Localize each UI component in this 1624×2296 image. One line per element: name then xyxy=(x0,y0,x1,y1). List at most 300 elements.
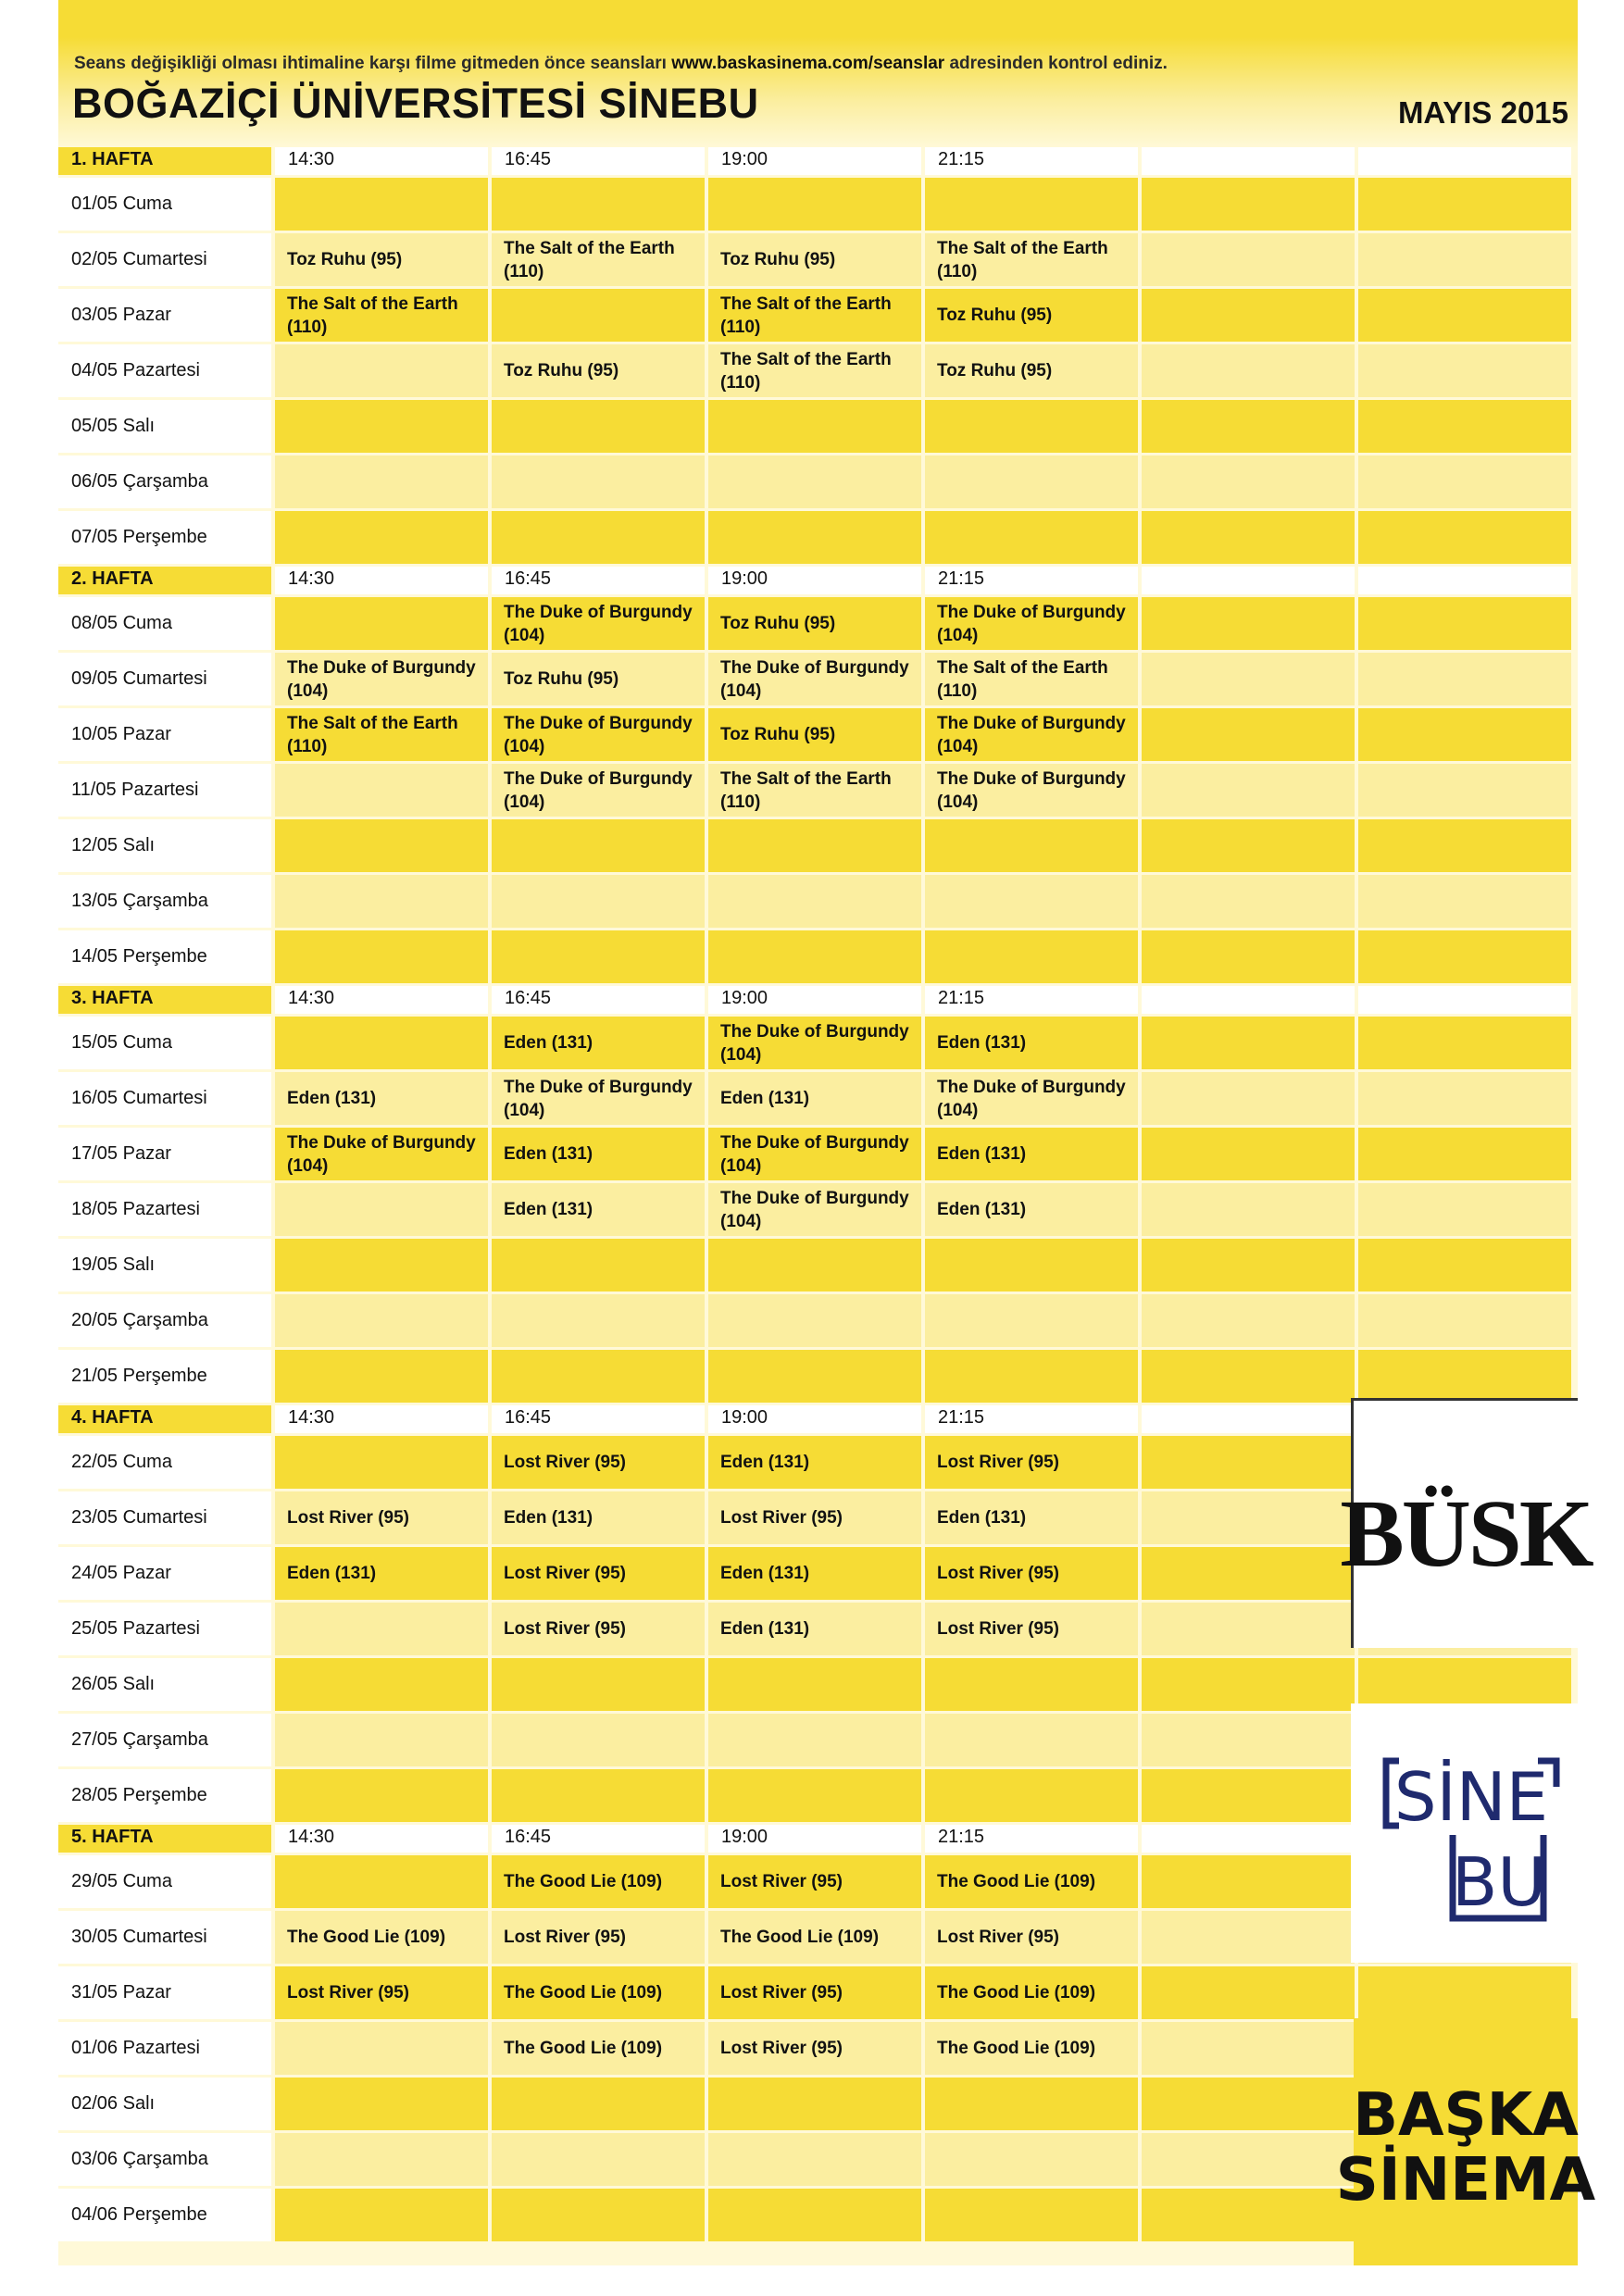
screening-cell xyxy=(925,2078,1138,2130)
screening-text: The Salt of the Earth (110) xyxy=(720,349,892,393)
screening-cell[interactable] xyxy=(275,1966,488,2019)
screening-cell[interactable] xyxy=(708,1128,921,1180)
screening-cell[interactable] xyxy=(492,1436,705,1489)
screening-cell[interactable] xyxy=(708,1017,921,1069)
screening-cell xyxy=(492,178,705,231)
screening-text: Eden (131) xyxy=(504,1144,593,1164)
screening-text: The Salt of the Earth (110) xyxy=(720,293,892,337)
time-header: 19:00 xyxy=(708,1405,921,1433)
screening-text: Eden (131) xyxy=(720,1089,810,1108)
day-row xyxy=(58,455,1578,508)
screening-text: The Duke of Burgundy (104) xyxy=(720,1188,909,1231)
screening-cell xyxy=(925,1769,1138,1822)
screening-cell xyxy=(925,1658,1138,1711)
screening-cell xyxy=(1142,1911,1355,1964)
screening-cell xyxy=(1142,400,1355,453)
screening-cell[interactable] xyxy=(708,1855,921,1908)
screening-cell xyxy=(1142,1714,1355,1766)
screening-cell xyxy=(275,2189,488,2241)
screening-cell xyxy=(492,2189,705,2241)
screening-cell xyxy=(925,1239,1138,1292)
screening-text: Lost River (95) xyxy=(504,1619,626,1639)
screening-cell xyxy=(1142,455,1355,508)
screening-cell xyxy=(1142,511,1355,564)
week-label: 3. HAFTA xyxy=(58,986,271,1014)
time-header: 21:15 xyxy=(925,1405,1138,1433)
screening-cell xyxy=(1358,1017,1571,1069)
screening-cell xyxy=(1142,1072,1355,1125)
screening-cell xyxy=(1358,764,1571,817)
time-header xyxy=(1358,567,1571,594)
day-row xyxy=(58,233,1578,286)
screening-cell[interactable] xyxy=(708,653,921,705)
baska-line2: SİNEMA xyxy=(1335,2146,1596,2215)
screening-text: Toz Ruhu (95) xyxy=(504,669,619,689)
day-row xyxy=(58,1769,1578,1822)
screening-cell xyxy=(275,1436,488,1489)
screening-cell xyxy=(492,1769,705,1822)
notice-prefix: Seans değişikliği olması ihtimaline karşı filme gitmeden önce seansları xyxy=(74,54,667,73)
time-header xyxy=(1142,147,1355,175)
screening-cell xyxy=(708,1714,921,1766)
day-label: 03/06 Çarşamba xyxy=(58,2133,271,2186)
screening-cell xyxy=(1142,1294,1355,1347)
screening-text: The Duke of Burgundy (104) xyxy=(287,657,476,701)
screening-cell xyxy=(708,930,921,983)
day-label: 15/05 Cuma xyxy=(58,1017,271,1069)
screening-cell xyxy=(1142,1183,1355,1236)
screening-cell xyxy=(492,455,705,508)
day-row xyxy=(58,653,1578,705)
screening-cell[interactable] xyxy=(925,1855,1138,1908)
screening-text: Lost River (95) xyxy=(937,1619,1059,1639)
day-row xyxy=(58,2078,1578,2130)
week-label: 1. HAFTA xyxy=(58,147,271,175)
screening-cell xyxy=(275,819,488,872)
day-label: 01/05 Cuma xyxy=(58,178,271,231)
time-header: 16:45 xyxy=(492,1825,705,1853)
screening-cell xyxy=(1142,1239,1355,1292)
screening-cell xyxy=(275,1017,488,1069)
screening-cell[interactable] xyxy=(492,2022,705,2075)
screening-cell xyxy=(1142,875,1355,928)
screening-text: Toz Ruhu (95) xyxy=(937,306,1053,325)
screening-cell[interactable] xyxy=(708,233,921,286)
screening-cell xyxy=(275,930,488,983)
screening-cell xyxy=(708,178,921,231)
time-header: 14:30 xyxy=(275,1825,488,1853)
day-label: 29/05 Cuma xyxy=(58,1855,271,1908)
screening-cell xyxy=(1358,289,1571,342)
day-label: 04/05 Pazartesi xyxy=(58,344,271,397)
screening-cell xyxy=(925,1714,1138,1766)
screening-cell[interactable] xyxy=(492,1966,705,2019)
screening-cell xyxy=(275,2022,488,2075)
screening-cell xyxy=(492,400,705,453)
day-label: 25/05 Pazartesi xyxy=(58,1603,271,1655)
screening-cell xyxy=(275,178,488,231)
time-header: 14:30 xyxy=(275,1405,488,1433)
screening-cell[interactable] xyxy=(925,289,1138,342)
day-label: 03/05 Pazar xyxy=(58,289,271,342)
screening-text: Lost River (95) xyxy=(937,1928,1059,1947)
busk-logo-text: BÜSK xyxy=(1340,1480,1592,1587)
screening-cell[interactable] xyxy=(492,1183,705,1236)
screening-text: Toz Ruhu (95) xyxy=(720,250,836,269)
day-row xyxy=(58,1183,1578,1236)
screening-cell xyxy=(708,819,921,872)
screening-text: The Salt of the Earth (110) xyxy=(937,238,1108,281)
day-label: 09/05 Cumartesi xyxy=(58,653,271,705)
screening-text: Toz Ruhu (95) xyxy=(287,250,403,269)
screening-cell xyxy=(1358,511,1571,564)
screening-text: Toz Ruhu (95) xyxy=(504,361,619,381)
screening-cell[interactable] xyxy=(275,289,488,342)
screening-text: Lost River (95) xyxy=(504,1928,626,1947)
day-label: 11/05 Pazartesi xyxy=(58,764,271,817)
week-label: 2. HAFTA xyxy=(58,567,271,594)
screening-text: The Duke of Burgundy (104) xyxy=(720,1132,909,1176)
day-row xyxy=(58,875,1578,928)
screening-cell xyxy=(275,511,488,564)
screening-cell xyxy=(925,511,1138,564)
day-label: 20/05 Çarşamba xyxy=(58,1294,271,1347)
screening-text: Eden (131) xyxy=(937,1144,1027,1164)
screening-cell xyxy=(1142,1128,1355,1180)
screening-cell xyxy=(1142,819,1355,872)
day-label: 16/05 Cumartesi xyxy=(58,1072,271,1125)
screening-cell xyxy=(1142,2078,1355,2130)
screening-cell xyxy=(1142,1491,1355,1544)
day-label: 13/05 Çarşamba xyxy=(58,875,271,928)
screening-cell xyxy=(1142,764,1355,817)
screening-cell xyxy=(708,511,921,564)
screening-cell xyxy=(708,1658,921,1711)
week-header xyxy=(58,1405,1578,1433)
sinebu-bottom-text: BU xyxy=(1451,1843,1547,1921)
screening-cell[interactable] xyxy=(925,597,1138,650)
screening-text: The Duke of Burgundy (104) xyxy=(504,768,693,812)
screening-cell xyxy=(492,289,705,342)
screening-cell[interactable] xyxy=(708,1547,921,1600)
screening-cell xyxy=(275,2078,488,2130)
screening-cell[interactable] xyxy=(925,1966,1138,2019)
screening-text: Lost River (95) xyxy=(937,1453,1059,1472)
screening-text: Lost River (95) xyxy=(937,1564,1059,1583)
screening-text: The Good Lie (109) xyxy=(937,1872,1096,1891)
screening-cell xyxy=(925,1350,1138,1403)
day-label: 28/05 Perşembe xyxy=(58,1769,271,1822)
screening-text: Eden (131) xyxy=(937,1200,1027,1219)
screening-text: Eden (131) xyxy=(504,1033,593,1053)
screening-text: Lost River (95) xyxy=(720,1983,843,2003)
screening-cell[interactable] xyxy=(708,344,921,397)
screening-cell xyxy=(1358,1239,1571,1292)
screening-cell xyxy=(1142,2133,1355,2186)
screening-cell[interactable] xyxy=(708,764,921,817)
screening-cell xyxy=(492,1714,705,1766)
time-header: 19:00 xyxy=(708,1825,921,1853)
screening-cell xyxy=(1142,178,1355,231)
day-label: 30/05 Cumartesi xyxy=(58,1911,271,1964)
screening-cell[interactable] xyxy=(492,1017,705,1069)
week-header xyxy=(58,147,1578,175)
notice-text xyxy=(74,54,1168,74)
time-header: 16:45 xyxy=(492,567,705,594)
screening-text: The Duke of Burgundy (104) xyxy=(504,602,693,645)
screening-cell[interactable] xyxy=(925,1603,1138,1655)
screening-cell xyxy=(708,2189,921,2241)
day-label: 22/05 Cuma xyxy=(58,1436,271,1489)
screening-cell[interactable] xyxy=(492,1128,705,1180)
screening-text: Lost River (95) xyxy=(504,1564,626,1583)
screening-cell[interactable] xyxy=(925,1128,1138,1180)
screening-text: Lost River (95) xyxy=(504,1453,626,1472)
screening-text: Toz Ruhu (95) xyxy=(720,725,836,744)
screening-cell[interactable] xyxy=(925,1072,1138,1125)
screening-cell xyxy=(1358,400,1571,453)
time-header: 21:15 xyxy=(925,1825,1138,1853)
screening-text: The Good Lie (109) xyxy=(504,1872,663,1891)
screening-cell[interactable] xyxy=(925,1017,1138,1069)
screening-cell xyxy=(1142,930,1355,983)
screening-cell xyxy=(275,1239,488,1292)
screening-cell xyxy=(492,1239,705,1292)
screening-text: The Duke of Burgundy (104) xyxy=(937,713,1126,756)
time-header: 19:00 xyxy=(708,147,921,175)
screening-cell xyxy=(1358,653,1571,705)
screening-cell[interactable] xyxy=(708,1911,921,1964)
screening-cell[interactable] xyxy=(708,597,921,650)
screening-cell xyxy=(1358,455,1571,508)
screening-cell xyxy=(1358,708,1571,761)
screening-cell xyxy=(708,400,921,453)
time-header xyxy=(1358,986,1571,1014)
screening-cell xyxy=(925,1294,1138,1347)
screening-cell[interactable] xyxy=(708,1183,921,1236)
screening-cell xyxy=(708,2078,921,2130)
day-label: 08/05 Cuma xyxy=(58,597,271,650)
day-row xyxy=(58,400,1578,453)
day-row xyxy=(58,344,1578,397)
screening-cell xyxy=(1142,1769,1355,1822)
screening-text: Lost River (95) xyxy=(720,1508,843,1528)
time-header: 21:15 xyxy=(925,147,1138,175)
day-label: 12/05 Salı xyxy=(58,819,271,872)
screening-cell[interactable] xyxy=(492,1855,705,1908)
screening-cell[interactable] xyxy=(492,1603,705,1655)
screening-text: The Salt of the Earth (110) xyxy=(937,657,1108,701)
screening-cell[interactable] xyxy=(708,1603,921,1655)
sinebu-top-text: SİNE xyxy=(1393,1758,1549,1836)
screening-cell[interactable] xyxy=(708,289,921,342)
screening-text: Eden (131) xyxy=(720,1453,810,1472)
day-row xyxy=(58,1294,1578,1347)
day-row xyxy=(58,1350,1578,1403)
screening-cell[interactable] xyxy=(275,233,488,286)
day-label: 05/05 Salı xyxy=(58,400,271,453)
screening-cell[interactable] xyxy=(925,233,1138,286)
screening-cell xyxy=(1142,289,1355,342)
screening-cell[interactable] xyxy=(275,1911,488,1964)
screening-cell xyxy=(275,875,488,928)
day-row xyxy=(58,930,1578,983)
screening-text: Eden (131) xyxy=(720,1619,810,1639)
screening-cell xyxy=(708,875,921,928)
day-row xyxy=(58,819,1578,872)
week-label: 4. HAFTA xyxy=(58,1405,271,1433)
screening-cell xyxy=(275,1294,488,1347)
time-header: 21:15 xyxy=(925,986,1138,1014)
screening-cell xyxy=(1358,1294,1571,1347)
screening-cell xyxy=(1358,178,1571,231)
screening-cell xyxy=(925,930,1138,983)
screening-cell[interactable] xyxy=(492,344,705,397)
screening-cell xyxy=(708,1350,921,1403)
screening-cell xyxy=(1358,597,1571,650)
screening-text: The Salt of the Earth (110) xyxy=(504,238,675,281)
screening-cell[interactable] xyxy=(925,708,1138,761)
screening-text: Lost River (95) xyxy=(287,1508,409,1528)
screening-cell xyxy=(708,1294,921,1347)
day-row xyxy=(58,1966,1578,2019)
screening-cell[interactable] xyxy=(275,1128,488,1180)
time-header xyxy=(1142,986,1355,1014)
screening-text: The Salt of the Earth (110) xyxy=(287,713,458,756)
screening-cell[interactable] xyxy=(492,597,705,650)
screening-cell[interactable] xyxy=(275,1491,488,1544)
screening-cell xyxy=(492,930,705,983)
screening-cell xyxy=(1142,1017,1355,1069)
time-header: 14:30 xyxy=(275,147,488,175)
screening-cell xyxy=(275,1658,488,1711)
screening-text: The Duke of Burgundy (104) xyxy=(720,1021,909,1065)
day-row xyxy=(58,2022,1578,2075)
screening-cell[interactable] xyxy=(925,1547,1138,1600)
header xyxy=(58,0,1578,139)
screening-cell xyxy=(1358,233,1571,286)
screening-cell[interactable] xyxy=(492,1911,705,1964)
screening-cell[interactable] xyxy=(925,1436,1138,1489)
screening-cell xyxy=(1358,1072,1571,1125)
day-row xyxy=(58,764,1578,817)
screening-cell xyxy=(275,1714,488,1766)
screening-cell xyxy=(275,1183,488,1236)
day-row xyxy=(58,597,1578,650)
screening-text: The Duke of Burgundy (104) xyxy=(720,657,909,701)
screening-cell[interactable] xyxy=(925,653,1138,705)
screening-text: Eden (131) xyxy=(937,1508,1027,1528)
screening-cell[interactable] xyxy=(492,708,705,761)
day-row xyxy=(58,1714,1578,1766)
screening-cell xyxy=(1142,1658,1355,1711)
busk-logo xyxy=(1340,1398,1592,1648)
day-label: 04/06 Perşembe xyxy=(58,2189,271,2241)
screening-text: The Duke of Burgundy (104) xyxy=(504,1077,693,1120)
notice-url[interactable]: www.baskasinema.com/seanslar xyxy=(671,54,945,73)
day-row xyxy=(58,289,1578,342)
page-title: BOĞAZİÇİ ÜNİVERSİTESİ SİNEBU xyxy=(72,80,759,127)
day-label: 01/06 Pazartesi xyxy=(58,2022,271,2075)
day-label: 21/05 Perşembe xyxy=(58,1350,271,1403)
screening-cell xyxy=(1142,2022,1355,2075)
day-label: 23/05 Cumartesi xyxy=(58,1491,271,1544)
screening-cell xyxy=(1142,597,1355,650)
screening-cell[interactable] xyxy=(708,1072,921,1125)
screening-cell[interactable] xyxy=(708,2022,921,2075)
screening-cell[interactable] xyxy=(492,653,705,705)
screening-text: The Duke of Burgundy (104) xyxy=(504,713,693,756)
time-header: 16:45 xyxy=(492,986,705,1014)
screening-cell[interactable] xyxy=(708,708,921,761)
screening-cell xyxy=(275,597,488,650)
screening-cell[interactable] xyxy=(492,233,705,286)
screening-text: The Good Lie (109) xyxy=(937,2039,1096,2058)
day-label: 27/05 Çarşamba xyxy=(58,1714,271,1766)
screening-cell[interactable] xyxy=(275,1072,488,1125)
screening-cell xyxy=(492,1294,705,1347)
screening-cell xyxy=(1358,875,1571,928)
screening-cell[interactable] xyxy=(708,1491,921,1544)
time-header: 16:45 xyxy=(492,147,705,175)
screening-cell xyxy=(492,1658,705,1711)
screening-cell xyxy=(1142,344,1355,397)
screening-cell[interactable] xyxy=(708,1436,921,1489)
screening-cell[interactable] xyxy=(925,2022,1138,2075)
screening-cell[interactable] xyxy=(275,1547,488,1600)
screening-text: The Good Lie (109) xyxy=(504,2039,663,2058)
day-label: 07/05 Perşembe xyxy=(58,511,271,564)
screening-cell[interactable] xyxy=(492,1547,705,1600)
screening-cell[interactable] xyxy=(492,764,705,817)
screening-cell xyxy=(1142,1350,1355,1403)
screening-cell xyxy=(275,1769,488,1822)
screening-cell[interactable] xyxy=(925,764,1138,817)
screening-cell xyxy=(492,1350,705,1403)
screening-cell[interactable] xyxy=(925,344,1138,397)
screening-cell[interactable] xyxy=(492,1072,705,1125)
screening-cell xyxy=(275,2133,488,2186)
screening-text: Lost River (95) xyxy=(287,1983,409,2003)
screening-cell[interactable] xyxy=(925,1491,1138,1544)
screening-cell xyxy=(1358,819,1571,872)
screening-cell xyxy=(1358,930,1571,983)
screening-cell[interactable] xyxy=(925,1183,1138,1236)
screening-cell xyxy=(925,400,1138,453)
screening-cell xyxy=(1142,1855,1355,1908)
day-label: 10/05 Pazar xyxy=(58,708,271,761)
day-label: 18/05 Pazartesi xyxy=(58,1183,271,1236)
screening-cell xyxy=(275,400,488,453)
screening-cell xyxy=(1142,1547,1355,1600)
screening-cell[interactable] xyxy=(708,1966,921,2019)
screening-cell xyxy=(1358,1350,1571,1403)
screening-cell xyxy=(492,2078,705,2130)
screening-cell[interactable] xyxy=(925,1911,1138,1964)
baska-line1: BAŞKA xyxy=(1353,2081,1579,2150)
day-label: 14/05 Perşembe xyxy=(58,930,271,983)
screening-text: Eden (131) xyxy=(720,1564,810,1583)
day-label: 02/05 Cumartesi xyxy=(58,233,271,286)
screening-text: Lost River (95) xyxy=(720,2039,843,2058)
screening-cell[interactable] xyxy=(492,1491,705,1544)
screening-cell[interactable] xyxy=(275,653,488,705)
week-label: 5. HAFTA xyxy=(58,1825,271,1853)
day-row xyxy=(58,1855,1578,1908)
screening-cell xyxy=(492,2133,705,2186)
screening-cell[interactable] xyxy=(275,708,488,761)
screening-text: Eden (131) xyxy=(287,1089,377,1108)
